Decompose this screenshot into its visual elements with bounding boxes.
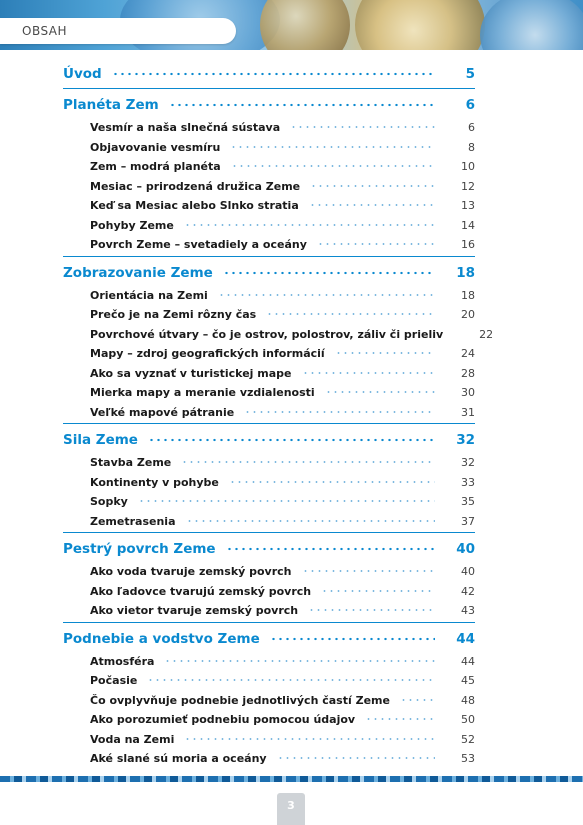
section-title: Ako sa vyznať v turistickej mape <box>90 366 292 380</box>
dot-leader <box>148 426 435 444</box>
toc-section-row[interactable] <box>63 690 475 710</box>
toc-section-row[interactable] <box>63 491 475 511</box>
toc-section-row[interactable] <box>63 748 475 768</box>
table-of-contents <box>63 60 494 768</box>
header-photo-decoration <box>260 0 350 50</box>
section-title: Mapy – zdroj geografických informácií <box>90 347 325 360</box>
toc-section-row[interactable] <box>63 670 475 690</box>
toc-section-row[interactable] <box>63 472 475 492</box>
chapter-divider <box>63 256 475 257</box>
section-page-number: 10 <box>461 160 475 173</box>
toc-section-row[interactable] <box>63 195 475 215</box>
dot-leader <box>184 729 435 743</box>
dot-leader <box>270 625 435 643</box>
toc-section-row[interactable] <box>63 452 475 472</box>
section-page-number: 6 <box>468 121 475 134</box>
dot-leader <box>302 363 436 377</box>
toc-section-row[interactable] <box>63 402 475 422</box>
section-title: Veľké mapové pátranie <box>90 405 235 419</box>
section-page-number: 44 <box>461 654 475 668</box>
section-page-number: 8 <box>468 140 475 154</box>
section-title: Atmosféra <box>90 654 155 668</box>
toc-section-row[interactable] <box>63 651 475 671</box>
toc-chapter-row[interactable] <box>63 60 475 86</box>
toc-chapter-row[interactable] <box>63 91 475 117</box>
chapter-title: Podnebie a vodstvo Zeme <box>63 630 260 647</box>
dot-leader <box>266 304 435 318</box>
section-title: Ako ľadovce tvarujú zemský povrch <box>90 584 312 598</box>
header-banner <box>0 0 583 50</box>
section-page-number: 13 <box>461 199 475 212</box>
toc-chapter-row[interactable] <box>63 259 475 285</box>
chapter-page-number: 32 <box>456 432 475 448</box>
chapter-divider <box>63 622 475 623</box>
chapter-page-number: 6 <box>465 97 475 113</box>
dot-leader <box>181 452 435 466</box>
section-page-number: 24 <box>461 347 475 360</box>
toc-section-row[interactable] <box>63 600 475 620</box>
toc-section-row[interactable] <box>63 117 475 137</box>
toc-chapter-row[interactable] <box>63 625 475 651</box>
dot-leader <box>308 600 435 614</box>
section-title: Mesiac – prirodzená družica Zeme <box>90 179 301 193</box>
toc-section-row[interactable] <box>63 511 475 531</box>
dot-leader <box>186 511 436 525</box>
section-title: Zem – modrá planéta <box>90 160 221 173</box>
chapter-title: Pestrý povrch Zeme <box>63 541 216 557</box>
section-page-number: 45 <box>461 674 475 687</box>
toc-section-row[interactable] <box>63 561 475 581</box>
section-title: Prečo je na Zemi rôzny čas <box>90 308 257 321</box>
toc-section-row[interactable] <box>63 382 475 402</box>
section-page-number: 35 <box>461 495 475 508</box>
section-title: Keď sa Mesiac alebo Slnko stratia <box>90 199 299 212</box>
chapter-page-number: 44 <box>456 630 475 647</box>
section-page-number: 16 <box>461 238 475 251</box>
dot-leader <box>309 195 435 209</box>
section-page-number: 12 <box>461 179 475 193</box>
dot-leader <box>112 60 435 78</box>
toc-section-row[interactable] <box>63 304 475 324</box>
dot-leader <box>277 748 435 762</box>
section-page-number: 53 <box>461 752 475 765</box>
section-page-number: 43 <box>461 604 475 617</box>
section-page-number: 22 <box>479 327 494 341</box>
dot-leader <box>147 670 435 684</box>
section-tab <box>0 18 236 44</box>
chapter-title: Planéta Zem <box>63 97 159 113</box>
section-page-number: 48 <box>461 693 475 707</box>
toc-section-row[interactable] <box>63 285 475 305</box>
section-title: Povrch Zeme – svetadiely a oceány <box>90 238 307 251</box>
toc-section-row[interactable] <box>63 343 475 363</box>
section-title: Aké slané sú moria a oceány <box>90 752 267 765</box>
section-title: Mierka mapy a meranie vzdialenosti <box>90 386 315 399</box>
bottom-decorative-bar <box>0 776 583 782</box>
section-title: Zemetrasenia <box>90 514 176 528</box>
section-title: Povrchové útvary – čo je ostrov, polostrov, záliv či prieliv <box>90 327 444 341</box>
dot-leader <box>164 651 435 665</box>
section-title: Čo ovplyvňuje podnebie jednotlivých častí Zeme <box>90 693 390 707</box>
toc-section-row[interactable] <box>63 581 475 601</box>
section-page-number: 50 <box>461 713 475 726</box>
section-page-number: 32 <box>461 456 475 469</box>
toc-section-row[interactable] <box>63 363 475 383</box>
section-page-number: 20 <box>461 308 475 321</box>
dot-leader <box>230 137 435 151</box>
dot-leader <box>226 535 435 553</box>
dot-leader <box>184 215 435 229</box>
header-photo-decoration <box>480 0 583 50</box>
toc-chapter-row[interactable] <box>63 426 475 452</box>
dot-leader <box>302 561 435 575</box>
dot-leader <box>169 91 435 109</box>
toc-section-row[interactable] <box>63 324 494 344</box>
dot-leader <box>218 285 435 299</box>
section-title: Objavovanie vesmíru <box>90 140 221 154</box>
section-title: Voda na Zemi <box>90 732 175 746</box>
page-number: 3 <box>287 799 295 812</box>
section-title: Orientácia na Zemi <box>90 288 208 302</box>
section-page-number: 52 <box>461 732 475 746</box>
toc-section-row[interactable] <box>63 234 475 254</box>
dot-leader <box>325 382 435 396</box>
toc-section-row[interactable] <box>63 709 475 729</box>
section-page-number: 42 <box>461 584 475 598</box>
section-title: Vesmír a naša slnečná sústava <box>90 121 281 134</box>
chapter-page-number: 18 <box>456 264 475 281</box>
section-title: Ako porozumieť podnebiu pomocou údajov <box>90 713 356 726</box>
toc-chapter-row[interactable] <box>63 535 475 561</box>
chapter-title: Sila Zeme <box>63 432 138 448</box>
chapter-title: Úvod <box>63 66 102 82</box>
toc-section-row[interactable] <box>63 156 475 176</box>
chapter-page-number: 5 <box>465 66 475 82</box>
toc-section-row[interactable] <box>63 729 475 749</box>
dot-leader <box>138 491 435 505</box>
dot-leader <box>365 709 435 723</box>
dot-leader <box>310 176 435 190</box>
section-page-number: 37 <box>461 514 475 528</box>
section-page-number: 18 <box>461 288 475 302</box>
chapter-divider <box>63 532 475 533</box>
dot-leader <box>335 343 435 357</box>
chapter-divider <box>63 88 475 89</box>
section-title: Sopky <box>90 495 128 508</box>
dot-leader <box>290 117 435 131</box>
section-tab-label: OBSAH <box>22 24 68 38</box>
section-title: Pohyby Zeme <box>90 218 174 232</box>
chapter-page-number: 40 <box>456 541 475 557</box>
section-page-number: 30 <box>461 386 475 399</box>
dot-leader <box>223 259 435 277</box>
section-title: Stavba Zeme <box>90 456 172 469</box>
page-number-tab <box>277 793 305 825</box>
toc-section-row[interactable] <box>63 137 475 157</box>
dot-leader <box>317 234 435 248</box>
toc-section-row[interactable] <box>63 176 475 196</box>
section-page-number: 31 <box>461 405 475 419</box>
dot-leader <box>400 690 435 704</box>
dot-leader <box>321 581 435 595</box>
dot-leader <box>231 156 435 170</box>
chapter-title: Zobrazovanie Zeme <box>63 264 213 281</box>
dot-leader <box>244 402 435 416</box>
section-page-number: 33 <box>461 475 475 489</box>
chapter-divider <box>63 423 475 424</box>
section-title: Kontinenty v pohybe <box>90 475 219 489</box>
section-title: Ako voda tvaruje zemský povrch <box>90 565 292 578</box>
section-page-number: 28 <box>461 366 475 380</box>
section-title: Ako vietor tvaruje zemský povrch <box>90 604 299 617</box>
globe-image <box>355 0 485 50</box>
section-page-number: 14 <box>461 218 475 232</box>
dot-leader <box>229 472 435 486</box>
section-page-number: 40 <box>461 565 475 578</box>
section-title: Počasie <box>90 674 138 687</box>
toc-section-row[interactable] <box>63 215 475 235</box>
